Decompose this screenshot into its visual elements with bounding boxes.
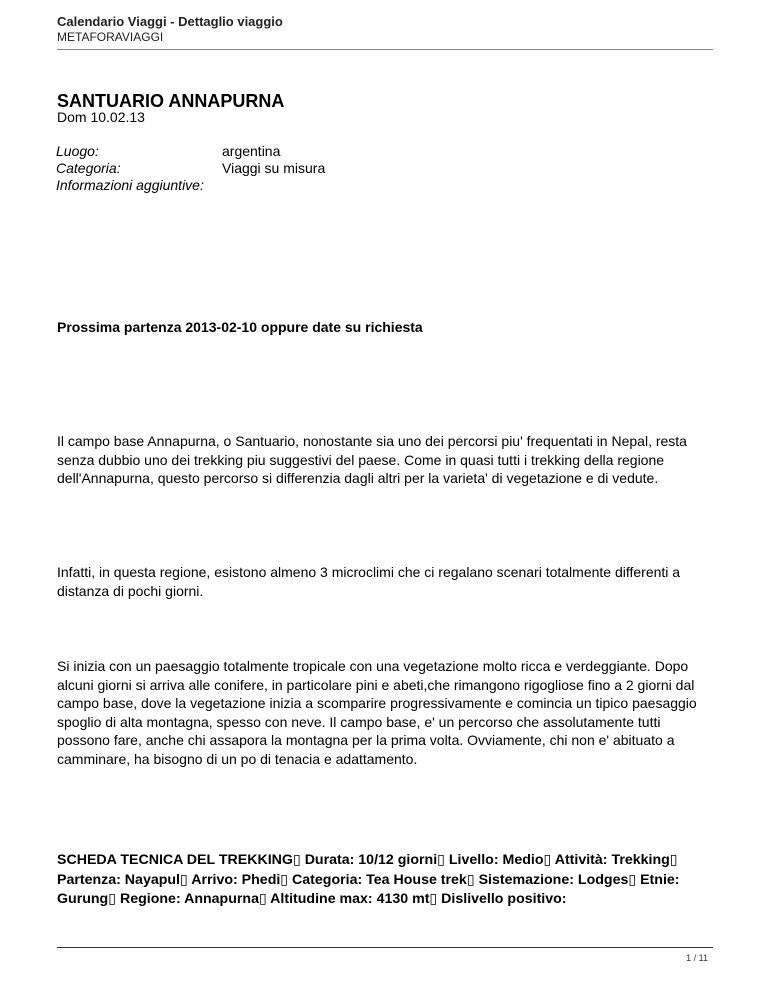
- info-row-luogo: [55, 143, 326, 160]
- page-number: 1 / 11: [686, 953, 708, 963]
- paragraph-landscape: Si inizia con un paesaggio totalmente tropicale con una vegetazione molto ricca e verdeggiante. Dopo alcuni giorni si arriva alle conifere, in particolare pini e abeti,che rimangono rigogliose fino a 2 giorni dal campo base, dove la vegetazione inizia a scomparire progressivamente e comincia un tipico paesaggio spoglio di alta montagna, spesso con neve. Il campo base, e' un percorso che assolutamente tutti possono fare, anche chi assapora la montagna per la prima volta. Ovviamente, chi non e' abituato a camminare, ha bisogno di un po di tenacia e adattamento.: [57, 658, 697, 767]
- header-title: Calendario Viaggi - Dettaglio viaggio: [57, 14, 283, 29]
- info-label: Informazioni aggiuntive:: [56, 177, 204, 193]
- event-info-table: [55, 143, 326, 194]
- info-row-aggiuntive: [55, 177, 326, 194]
- paragraph-microclimates: Infatti, in questa regione, esistono almeno 3 microclimi che ci regalano scenari totalmente differenti a distanza di pochi giorni.: [57, 564, 681, 599]
- luogo-value: argentina: [222, 143, 281, 159]
- page-header: [57, 14, 712, 44]
- categoria-label: Categoria:: [56, 160, 121, 176]
- departure-line: Prossima partenza 2013-02-10 oppure date su richiesta: [57, 319, 423, 335]
- header-divider: [57, 49, 713, 50]
- footer-divider: [57, 947, 713, 948]
- event-title: SANTUARIO ANNAPURNA: [57, 91, 285, 111]
- scheda-tecnica: SCHEDA TECNICA DEL TREKKING▯ Durata: 10/12 giorni▯ Livello: Medio▯ Attività: Trekking▯ Partenza: Nayapul▯ Arrivo: Phedi▯ Categoria: Tea House trek▯ Sistemazione: Lodges▯ Etnie: Gurung▯ Regione: Annapurna▯ Altitudine max: 4130 mt▯ Dislivello positivo:: [57, 852, 680, 907]
- info-value: [221, 177, 326, 194]
- categoria-value: Viaggi su misura: [222, 160, 326, 176]
- luogo-label: Luogo:: [56, 143, 99, 159]
- event-date: Dom 10.02.13: [57, 109, 145, 125]
- info-row-categoria: [55, 160, 326, 177]
- paragraph-intro: Il campo base Annapurna, o Santuario, nonostante sia uno dei percorsi piu' frequentati in Nepal, resta senza dubbio uno dei trekking piu suggestivi del paese. Come in quasi tutti i trekking della regione dell'Annapurna, questo percorso si differenzia dagli altri per la varieta' di vegetazione e di vedute.: [57, 433, 687, 487]
- header-site-name: METAFORAVIAGGI: [57, 30, 164, 44]
